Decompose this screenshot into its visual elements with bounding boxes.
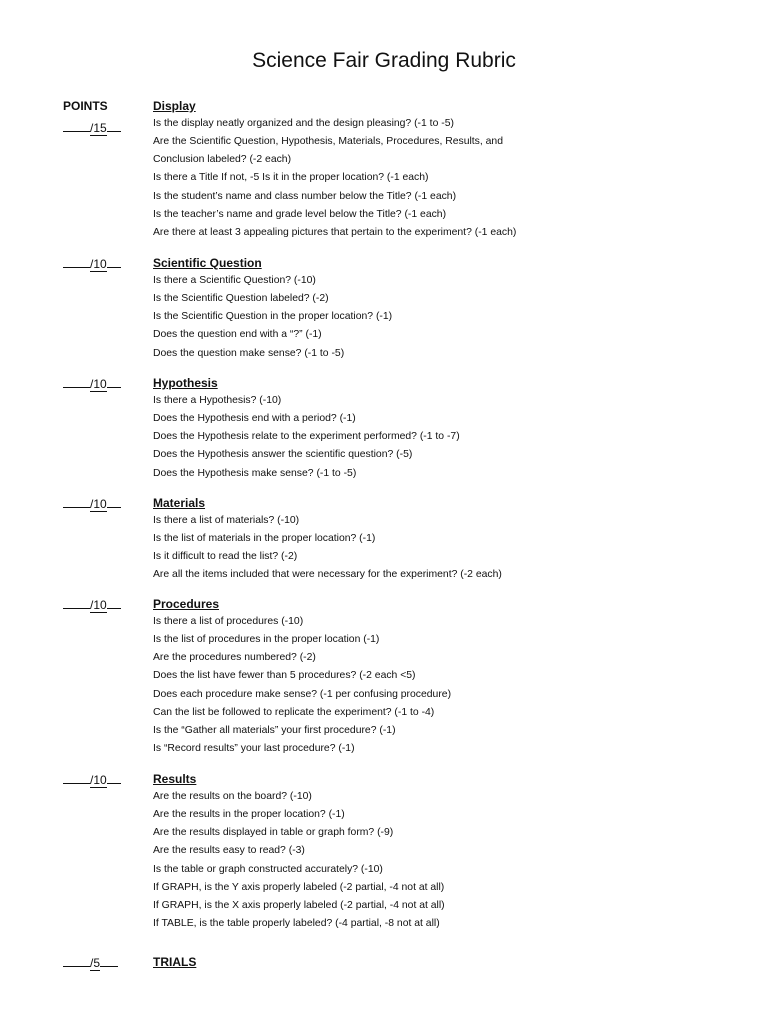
- criterion: Is the display neatly organized and the design pleasing? (-1 to -5): [153, 118, 454, 129]
- criterion: Is the “Gather all materials” your first procedure? (-1): [153, 724, 396, 736]
- section-heading: Display: [153, 99, 196, 113]
- score-blank: [63, 494, 121, 513]
- criteria-list: [153, 392, 753, 483]
- criterion: Does the question end with a “?” (-1): [153, 329, 322, 341]
- section-heading: Procedures: [153, 597, 220, 611]
- score-max: /10: [90, 377, 107, 391]
- criterion: Is the table or graph constructed accurately? (-10): [153, 863, 383, 875]
- criterion: Are the results displayed in table or graph form? (-9): [153, 827, 394, 839]
- criterion: Does the Hypothesis relate to the experiment performed? (-1 to -7): [153, 431, 460, 443]
- score-max: /15: [90, 121, 107, 135]
- criterion: Is the Scientific Question in the proper location? (-1): [153, 311, 393, 323]
- criterion: Are the results easy to read? (-3): [153, 845, 305, 857]
- section-heading: Scientific Question: [153, 256, 262, 270]
- criterion: Is there a Scientific Question? (-10): [153, 275, 316, 286]
- criterion: Does each procedure make sense? (-1 per confusing procedure): [153, 688, 452, 700]
- score-max: /10: [90, 598, 107, 612]
- criterion: Are all the items included that were necessary for the experiment? (-2 each): [153, 569, 502, 581]
- criterion: Are the procedures numbered? (-2): [153, 652, 316, 664]
- criterion: If GRAPH, is the X axis properly labeled (-2 partial, -4 not at all): [153, 899, 445, 911]
- criterion: Does the Hypothesis make sense? (-1 to -5): [153, 467, 357, 479]
- section-heading: TRIALS: [153, 955, 197, 969]
- criterion: Does the Hypothesis end with a period? (-1): [153, 413, 356, 425]
- score-blank: [63, 770, 121, 789]
- page-title: Science Fair Grading Rubric: [252, 49, 516, 72]
- criterion: Is the student’s name and class number below the Title? (-1 each): [153, 190, 457, 202]
- score-max: /10: [90, 773, 107, 787]
- criterion: Are the results on the board? (-10): [153, 791, 312, 802]
- criterion: Conclusion labeled? (-2 each): [153, 154, 292, 166]
- points-column-header: POINTS: [63, 99, 108, 113]
- criterion: Are the Scientific Question, Hypothesis, Materials, Procedures, Results, and: [153, 136, 503, 148]
- section-heading: Results: [153, 772, 197, 786]
- score-max: /10: [90, 257, 107, 271]
- criteria-list: [153, 512, 753, 585]
- score-blank: [63, 374, 121, 393]
- criterion: Is the list of procedures in the proper location (-1): [153, 634, 380, 646]
- criterion: Is there a list of materials? (-10): [153, 515, 300, 526]
- criterion: Is the list of materials in the proper location? (-1): [153, 533, 376, 545]
- criterion: Is the teacher’s name and grade level below the Title? (-1 each): [153, 208, 447, 220]
- criterion: Does the question make sense? (-1 to -5): [153, 347, 345, 359]
- score-max: /5: [90, 956, 101, 970]
- criterion: Is there a list of procedures (-10): [153, 616, 304, 627]
- criterion: Can the list be followed to replicate the experiment? (-1 to -4): [153, 706, 435, 718]
- criterion: Are the results in the proper location? (-1): [153, 809, 345, 821]
- criterion: If GRAPH, is the Y axis properly labeled (-2 partial, -4 not at all): [153, 881, 445, 893]
- score-blank: [63, 254, 121, 273]
- criterion: Is it difficult to read the list? (-2): [153, 551, 298, 563]
- criterion: Are there at least 3 appealing pictures that pertain to the experiment? (-1 each): [153, 226, 517, 238]
- criterion: Is “Record results” your last procedure? (-1): [153, 743, 355, 755]
- criterion: Is the Scientific Question labeled? (-2): [153, 293, 329, 305]
- criterion: Does the list have fewer than 5 procedures? (-2 each <5): [153, 670, 416, 682]
- criteria-list: [153, 613, 753, 758]
- criteria-list: [153, 272, 753, 363]
- criterion: Does the Hypothesis answer the scientific question? (-5): [153, 449, 413, 461]
- criterion: Is there a Title If not, -5 Is it in the proper location? (-1 each): [153, 172, 429, 184]
- score-blank: [63, 595, 121, 614]
- criterion: If TABLE, is the table properly labeled? (-4 partial, -8 not at all): [153, 918, 440, 930]
- criterion: Is there a Hypothesis? (-10): [153, 395, 282, 406]
- score-blank: [63, 953, 118, 972]
- section-heading: Materials: [153, 496, 206, 510]
- section-heading: Hypothesis: [153, 376, 218, 390]
- criteria-list: [153, 115, 753, 242]
- score-max: /10: [90, 497, 107, 511]
- criteria-list: [153, 788, 753, 933]
- score-blank: [63, 118, 121, 137]
